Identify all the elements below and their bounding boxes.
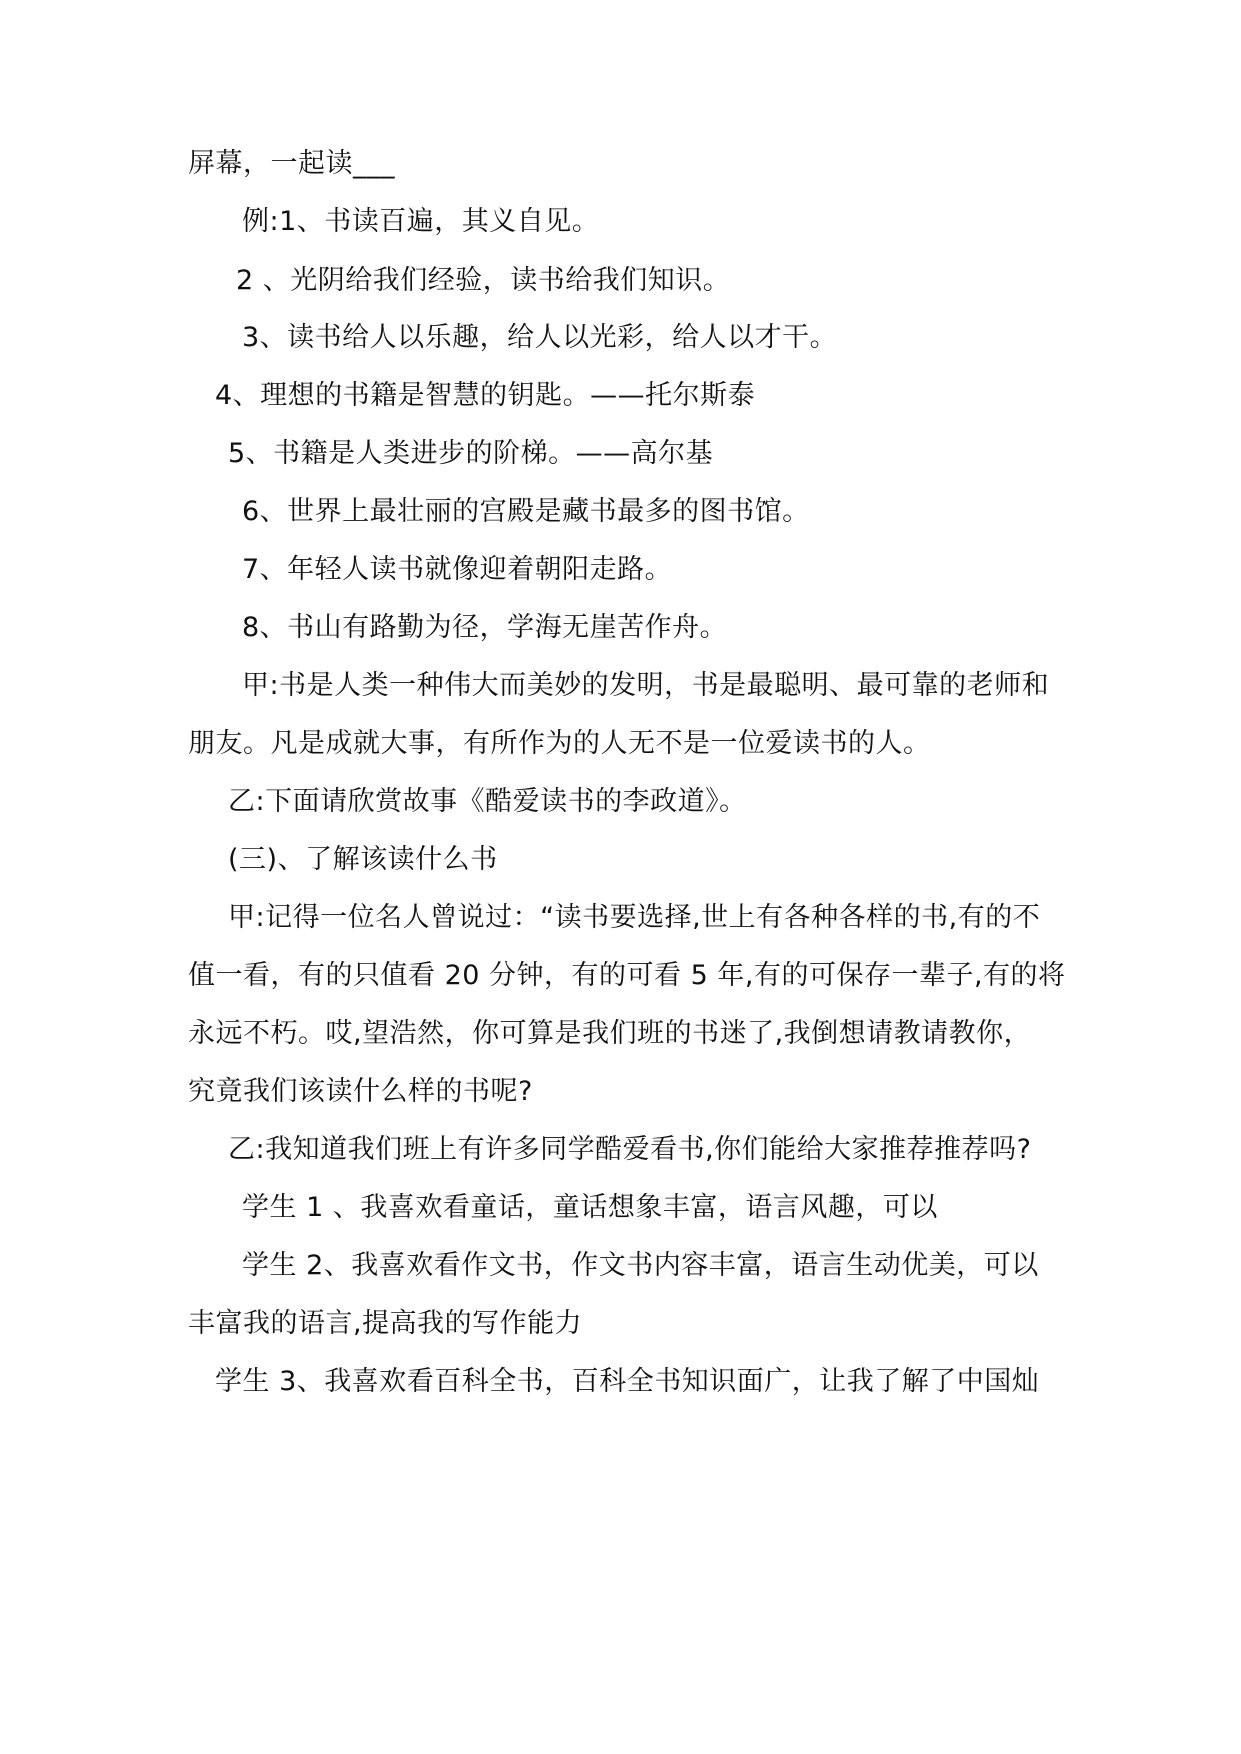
text-line: 学生 2、我喜欢看作文书，作文书内容丰富，语言生动优美，可以	[242, 1250, 1039, 1281]
text-line: 甲:记得一位名人曾说过：“读书要选择,世上有各种各样的书,有的不	[228, 902, 1041, 933]
text-line: 乙:我知道我们班上有许多同学酷爱看书,你们能给大家推荐推荐吗?	[228, 1134, 1032, 1165]
text-line: 7、年轻人读书就像迎着朝阳走路。	[242, 554, 673, 585]
text-line: 2 、光阴给我们经验，读书给我们知识。	[236, 265, 731, 296]
text-line: 甲:书是人类一种伟大而美妙的发明，书是最聪明、最可靠的老师和	[242, 670, 1050, 701]
text-line: 5、书籍是人类进步的阶梯。——高尔基	[228, 438, 714, 469]
text-line: 朋友。凡是成就大事，有所作为的人无不是一位爱读书的人。	[188, 728, 931, 759]
text-line: 8、书山有路勤为径，学海无崖苦作舟。	[242, 612, 728, 643]
text-line: 乙:下面请欣赏故事《酷爱读书的李政道》。	[228, 786, 747, 817]
section-heading: (三)、了解该读什么书	[228, 844, 498, 875]
text-line: 屏幕，一起读___	[188, 148, 395, 179]
text-line: 究竟我们该读什么样的书呢?	[188, 1076, 533, 1107]
text-line: 丰富我的语言,提高我的写作能力	[188, 1308, 583, 1339]
text-line: 3、读书给人以乐趣，给人以光彩，给人以才干。	[242, 322, 838, 353]
text-line: 值一看，有的只值看 20 分钟，有的可看 5 年,有的可保存一辈子,有的将	[188, 960, 1066, 991]
text-line: 学生 1 、我喜欢看童话，童话想象丰富，语言风趣，可以	[242, 1192, 938, 1223]
text-line: 永远不朽。哎,望浩然，你可算是我们班的书迷了,我倒想请教请教你，	[188, 1018, 1032, 1049]
text-line: 4、理想的书籍是智慧的钥匙。——托尔斯泰	[215, 380, 756, 411]
text-line: 学生 3、我喜欢看百科全书，百科全书知识面广，让我了解了中国灿	[215, 1366, 1040, 1397]
text-line: 例:1、书读百遍，其义自见。	[242, 206, 600, 237]
text-line: 6、世界上最壮丽的宫殿是藏书最多的图书馆。	[242, 496, 810, 527]
